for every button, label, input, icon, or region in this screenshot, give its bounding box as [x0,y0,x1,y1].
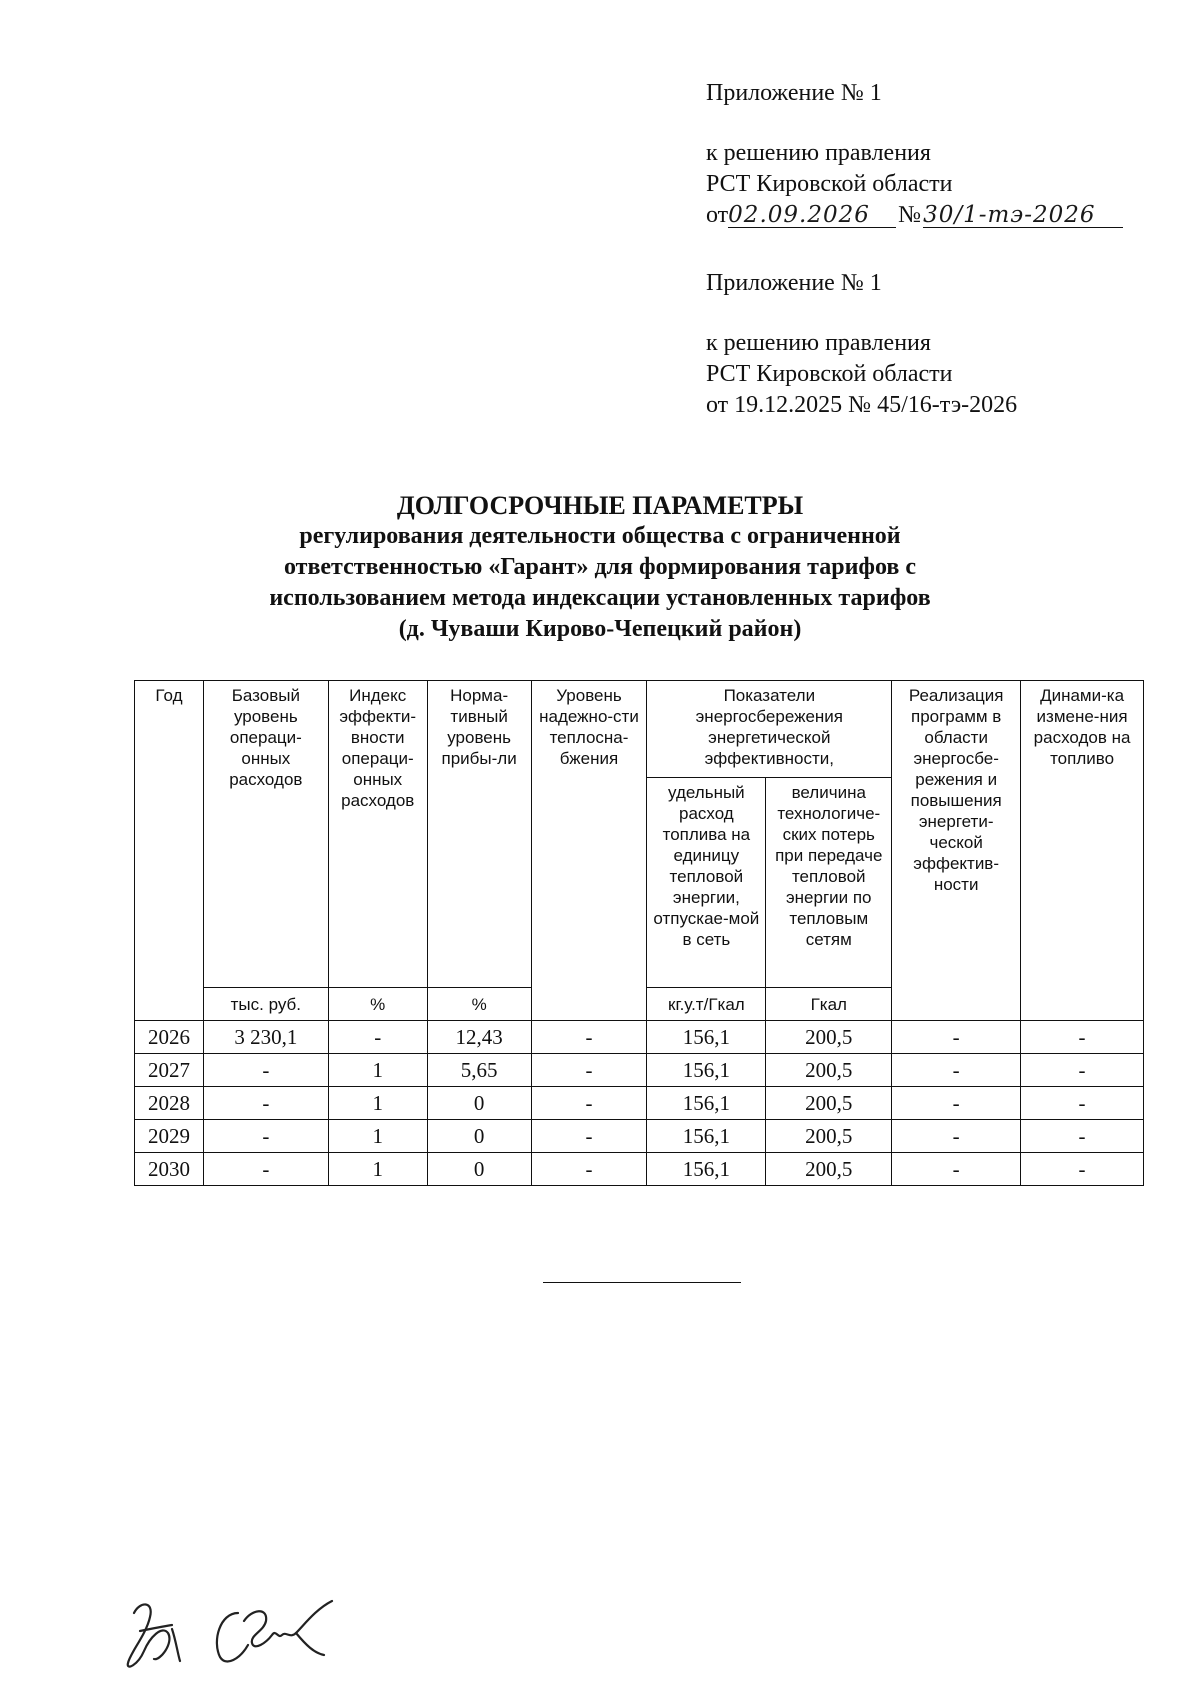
cell-reliability: - [531,1120,647,1153]
cell-losses: 200,5 [766,1153,892,1186]
number-prefix: № [898,202,922,228]
unit-losses: Гкал [766,988,892,1021]
annex-authority-line: РСТ Кировской области [706,171,953,197]
heading-location: (д. Чуваши Кирово-Чепецкий район) [398,616,802,642]
annex-decision-line: к решению правления [706,330,931,356]
cell-profit: 0 [427,1153,531,1186]
heading-line: ответственностью «Гарант» для формирования тарифов с [283,554,917,580]
cell-reliability: - [531,1153,647,1186]
cell-fuel: 156,1 [647,1087,766,1120]
cell-index: 1 [328,1054,427,1087]
cell-base: - [203,1087,328,1120]
unit-profit: % [427,988,531,1021]
date-prefix: от [706,202,729,228]
cell-fuel: 156,1 [647,1120,766,1153]
cell-profit: 0 [427,1120,531,1153]
cell-reliability: - [531,1087,647,1120]
cell-base: 3 230,1 [203,1021,328,1054]
cell-year: 2030 [135,1153,204,1186]
cell-year: 2027 [135,1054,204,1087]
col-fuel-header: удельный расход топлива на единицу тепловой энергии, отпускае-мой в сеть [647,778,766,988]
table-row [135,1021,1144,1054]
document-heading [0,490,1200,645]
cell-dynamics: - [1021,1054,1144,1087]
handwritten-number: 30/1-тэ-2026 [923,203,1123,228]
cell-index: - [328,1021,427,1054]
heading-line: использованием метода индексации установленных тарифов [269,585,931,611]
annex-block-new [706,78,1123,231]
cell-base: - [203,1054,328,1087]
cell-losses: 200,5 [766,1120,892,1153]
cell-year: 2029 [135,1120,204,1153]
col-reliability-header: Уровень надежно-сти теплосна-бжения [531,681,647,1021]
annex-title: Приложение № 1 [706,270,882,296]
col-base-header: Базовый уровень операци-онных расходов [203,681,328,988]
unit-index: % [328,988,427,1021]
unit-fuel: кг.у.т/Гкал [647,988,766,1021]
annex-block-original [706,268,1017,421]
cell-programs: - [892,1054,1021,1087]
cell-programs: - [892,1087,1021,1120]
cell-profit: 5,65 [427,1054,531,1087]
cell-reliability: - [531,1021,647,1054]
cell-dynamics: - [1021,1087,1144,1120]
annex-decision-line: к решению правления [706,140,931,166]
col-losses-header: величина технологиче-ских потерь при передаче тепловой энергии по тепловым сетям [766,778,892,988]
col-profit-header: Норма-тивный уровень прибы-ли [427,681,531,988]
cell-index: 1 [328,1120,427,1153]
unit-base: тыс. руб. [203,988,328,1021]
cell-index: 1 [328,1087,427,1120]
annex-date-number-line: от 19.12.2025 № 45/16-тэ-2026 [706,392,1018,418]
cell-base: - [203,1120,328,1153]
cell-programs: - [892,1153,1021,1186]
col-year-header: Год [135,681,204,1021]
cell-profit: 0 [427,1087,531,1120]
table-row [135,1087,1144,1120]
heading-title: ДОЛГОСРОЧНЫЕ ПАРАМЕТРЫ [396,491,804,520]
cell-losses: 200,5 [766,1087,892,1120]
cell-losses: 200,5 [766,1054,892,1087]
annex-title: Приложение № 1 [706,80,882,106]
cell-fuel: 156,1 [647,1021,766,1054]
annex-authority-line: РСТ Кировской области [706,361,953,387]
cell-year: 2028 [135,1087,204,1120]
cell-base: - [203,1153,328,1186]
heading-line: регулирования деятельности общества с ограниченной [299,523,901,549]
handwritten-date: 02.09.2026 [728,203,896,228]
col-index-header: Индекс эффекти-вности операци-онных расходов [328,681,427,988]
handwritten-signature [120,1595,390,1675]
col-energy-group-header: Показатели энергосбережения энергетической эффективности, [647,681,892,778]
end-separator-line [543,1282,741,1283]
cell-programs: - [892,1021,1021,1054]
col-dynamics-header: Динами-ка измене-ния расходов на топливо [1021,681,1144,1021]
cell-dynamics: - [1021,1021,1144,1054]
table-row [135,1120,1144,1153]
cell-dynamics: - [1021,1120,1144,1153]
cell-profit: 12,43 [427,1021,531,1054]
cell-fuel: 156,1 [647,1054,766,1087]
header-row [135,681,1144,778]
cell-dynamics: - [1021,1153,1144,1186]
col-programs-header: Реализация программ в области энергосбе-режения и повышения энергети-ческой эффектив-ности [892,681,1021,1021]
cell-fuel: 156,1 [647,1153,766,1186]
cell-index: 1 [328,1153,427,1186]
cell-reliability: - [531,1054,647,1087]
table-row [135,1054,1144,1087]
table-row [135,1153,1144,1186]
parameters-table [134,680,1144,1186]
cell-year: 2026 [135,1021,204,1054]
cell-losses: 200,5 [766,1021,892,1054]
cell-programs: - [892,1120,1021,1153]
annex-date-number-line [706,200,1123,231]
